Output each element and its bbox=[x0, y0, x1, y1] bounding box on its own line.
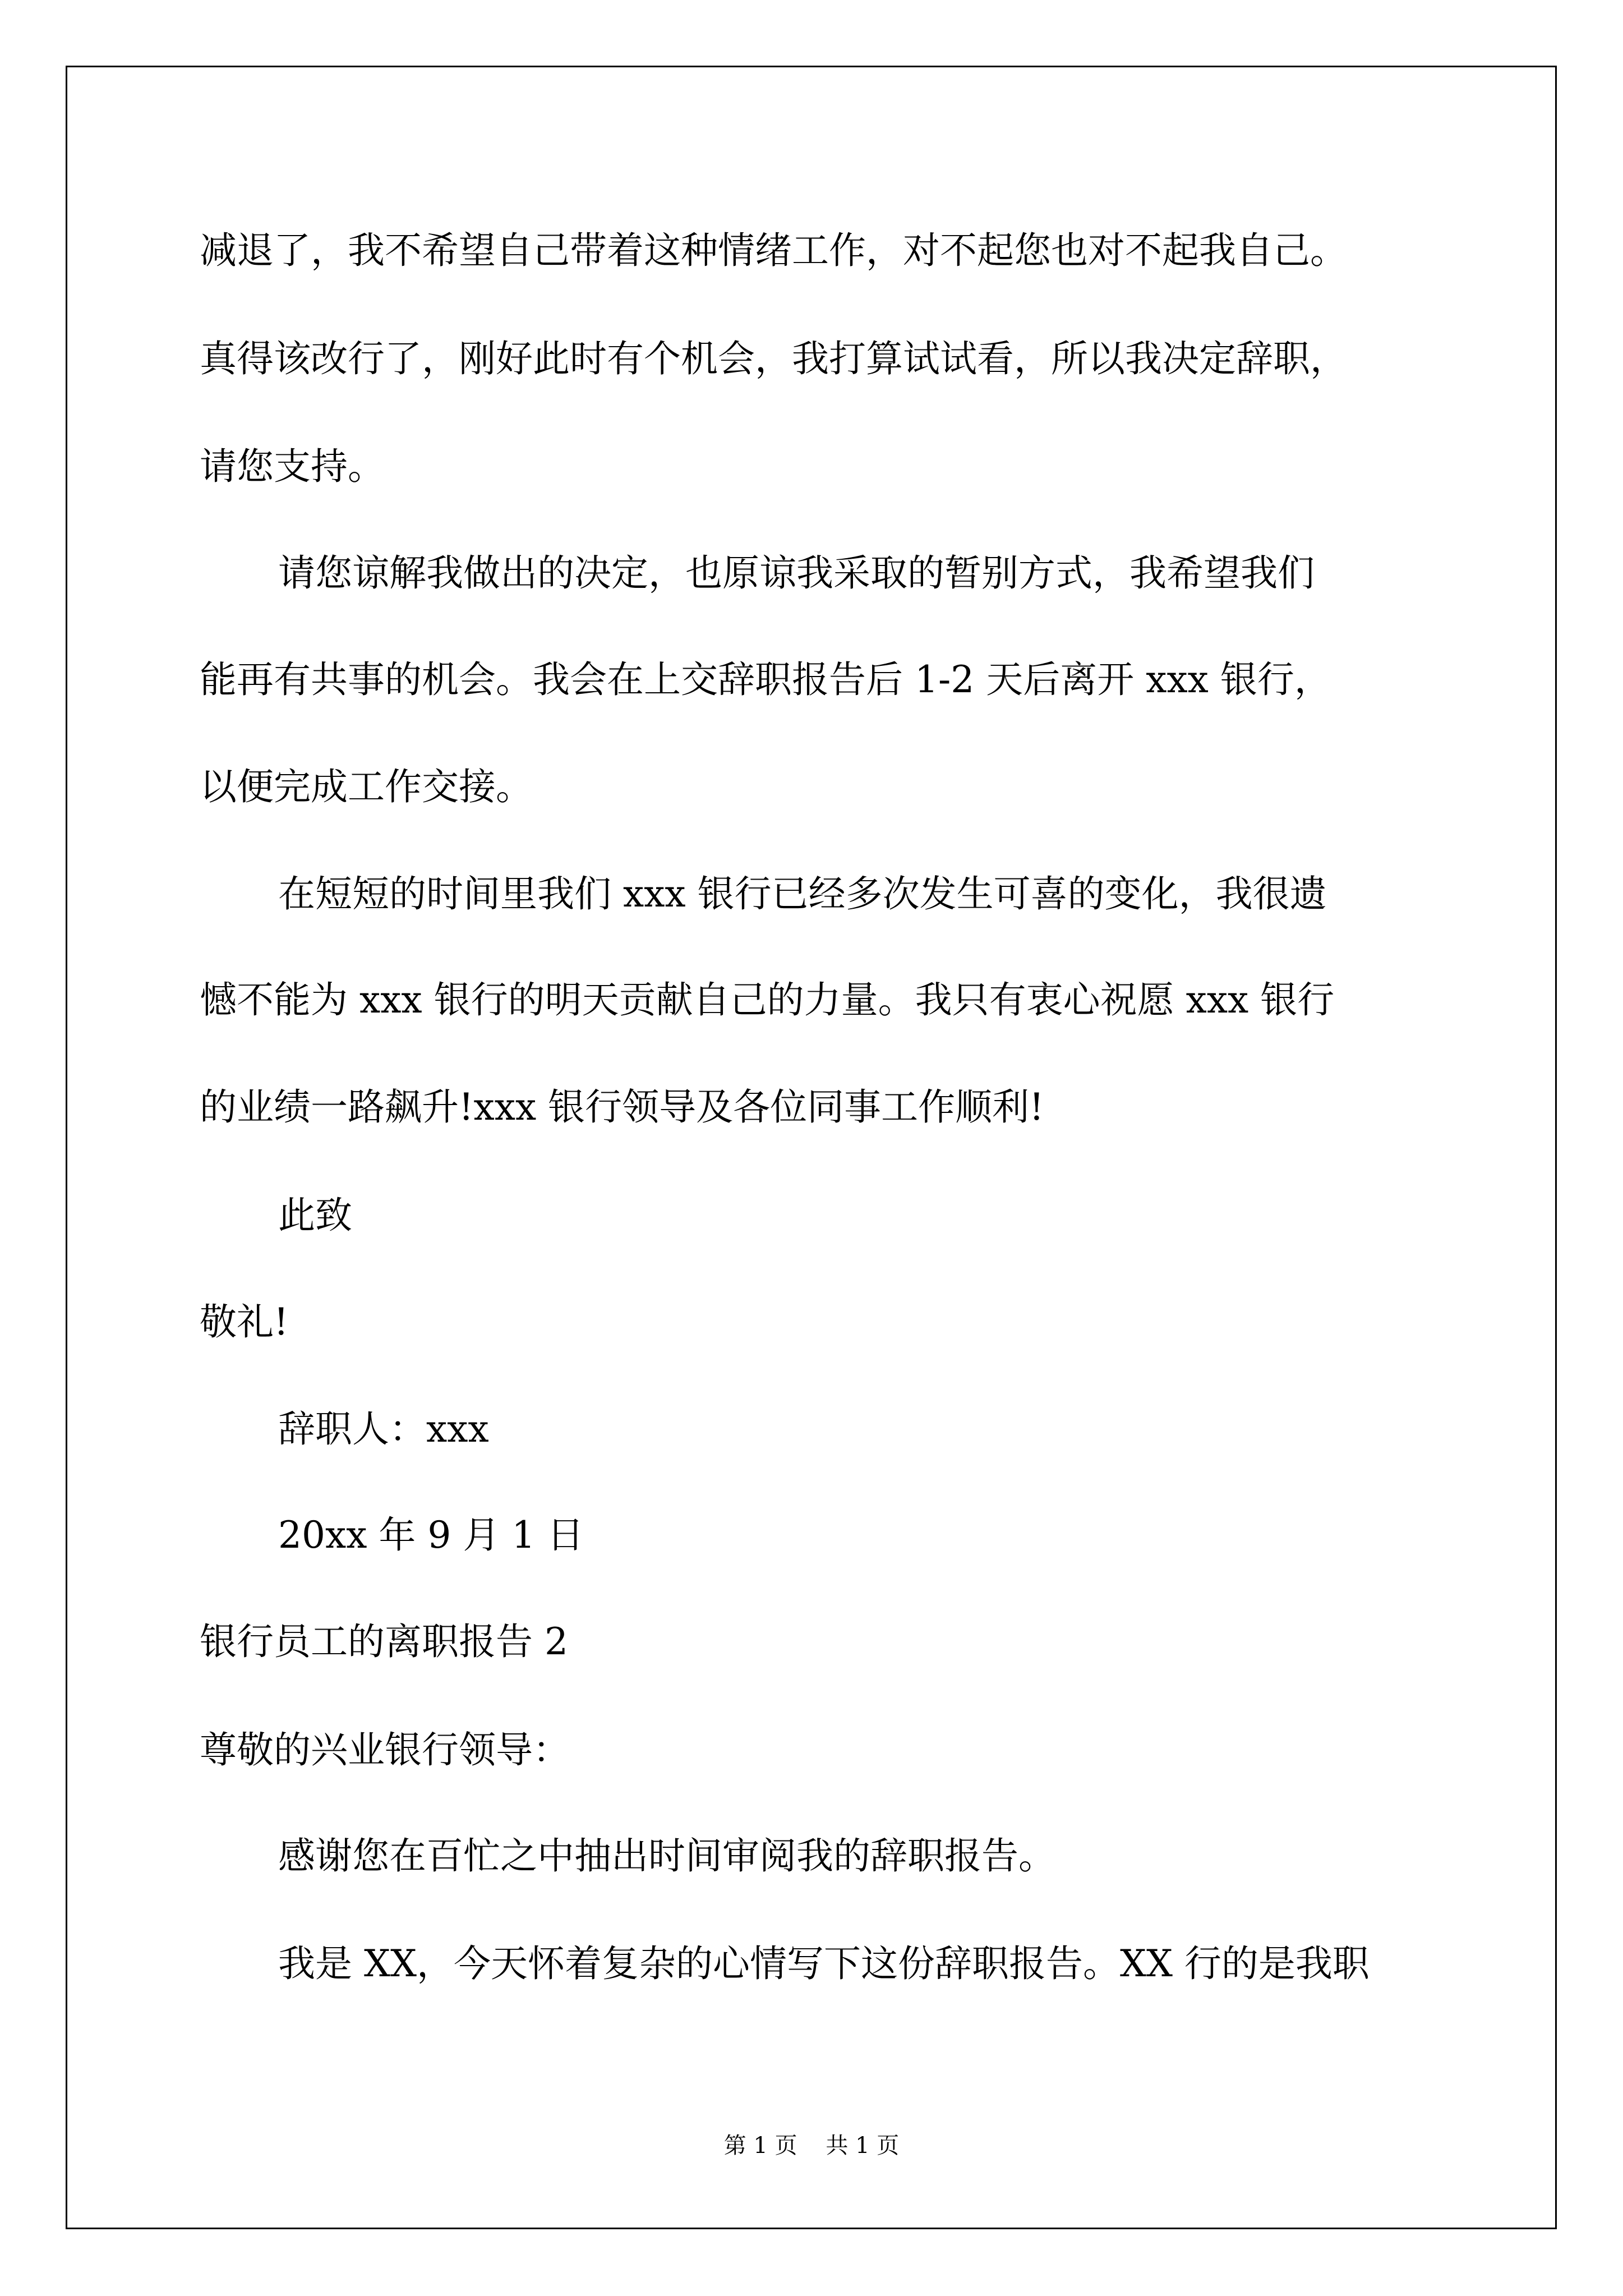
text-line: 在短短的时间里我们 xxx 银行已经多次发生可喜的变化，我很遗 bbox=[278, 872, 1327, 915]
text-line: 憾不能为 xxx 银行的明天贡献自己的力量。我只有衷心祝愿 xxx 银行 bbox=[200, 978, 1335, 1022]
salutation-regards: 敬礼! bbox=[200, 1300, 289, 1343]
text-line: 我是 XX，今天怀着复杂的心情写下这份辞职报告。XX 行的是我职 bbox=[278, 1942, 1370, 1985]
signature-name: 辞职人：xxx bbox=[278, 1407, 489, 1451]
signature-date: 20xx 年 9 月 1 日 bbox=[278, 1513, 584, 1557]
text-line: 减退了，我不希望自己带着这种情绪工作，对不起您也对不起我自己。 bbox=[200, 229, 1347, 272]
text-line: 感谢您在百忙之中抽出时间审阅我的辞职报告。 bbox=[278, 1834, 1055, 1878]
text-line: 请您支持。 bbox=[200, 445, 385, 488]
text-line: 真得该改行了，刚好此时有个机会，我打算试试看，所以我决定辞职， bbox=[200, 337, 1347, 380]
text-line: 请您谅解我做出的决定，也原谅我采取的暂别方式，我希望我们 bbox=[278, 551, 1315, 595]
page-footer: 第 1 页 共 1 页 bbox=[723, 2133, 900, 2159]
letter-greeting: 尊敬的兴业银行领导： bbox=[200, 1728, 570, 1772]
text-line: 以便完成工作交接。 bbox=[200, 765, 533, 808]
text-line: 能再有共事的机会。我会在上交辞职报告后 1-2 天后离开 xxx 银行， bbox=[200, 658, 1331, 701]
text-line: 的业绩一路飙升!xxx 银行领导及各位同事工作顺利! bbox=[200, 1085, 1044, 1129]
salutation-closing: 此致 bbox=[278, 1194, 352, 1237]
page-border bbox=[66, 66, 1557, 2229]
section-heading: 银行员工的离职报告 2 bbox=[200, 1620, 568, 1663]
